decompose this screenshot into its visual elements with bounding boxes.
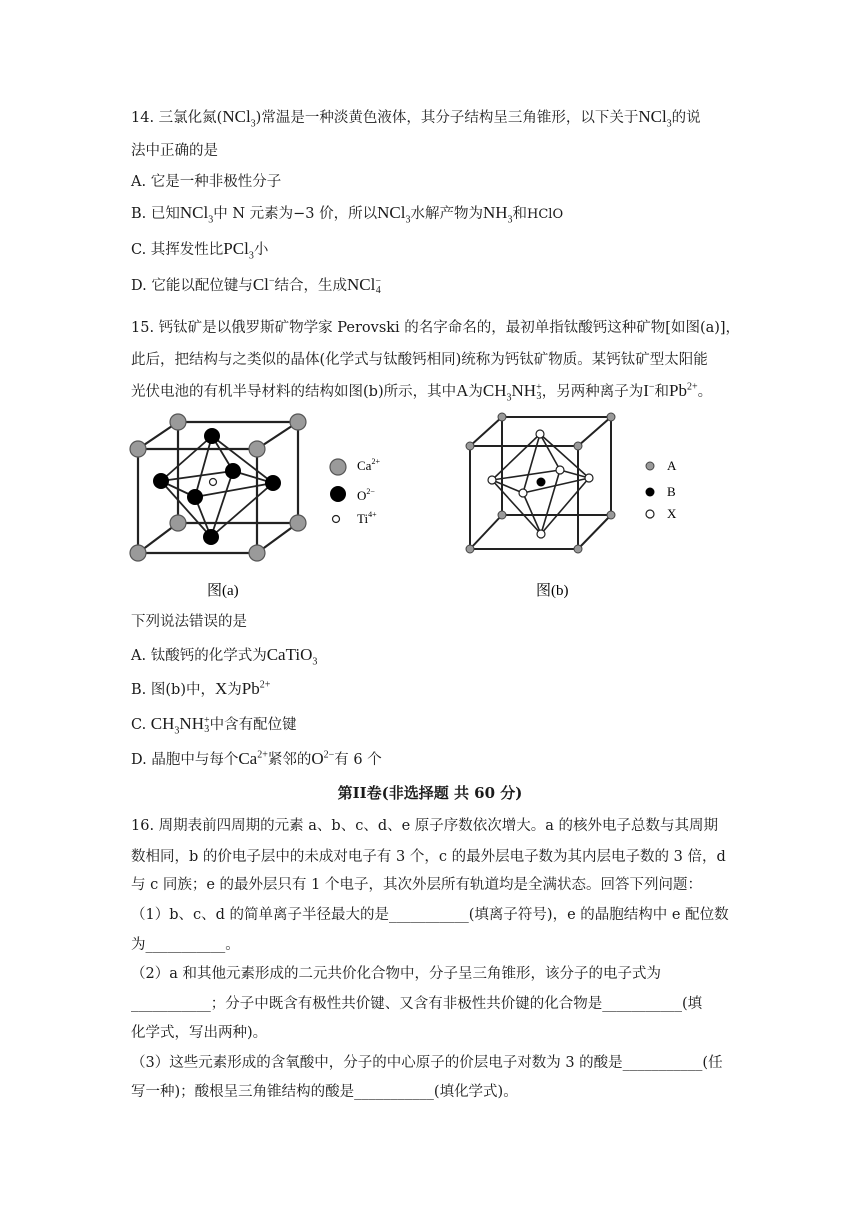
q16-part1: （1）b、c、d 的简单离子半径最大的是___________(填离子符号)，e 的晶胞结构中 e 配位数 xyxy=(131,907,729,923)
a-atom xyxy=(607,413,615,421)
o-atom xyxy=(187,489,203,505)
ncl3-formula: NCl$_3$ xyxy=(638,107,672,130)
ca-atom xyxy=(170,515,186,531)
legend-o-label: $O^{2-}$ xyxy=(357,487,375,503)
o-atom xyxy=(265,475,281,491)
legend-ca-label: $Ca^{2+}$ xyxy=(357,457,380,473)
q16-line: 数相同，b 的价电子层中的未成对电子有 3 个，c 的最外层电子数为其内层电子数的 3 倍，d xyxy=(131,849,726,865)
legend-a-label: A xyxy=(667,458,677,473)
a-atom xyxy=(574,442,582,450)
q15-stem-line3: 光伏电池的有机半导材料的结构如图(b)所示，其中A为$CH_3NH+$ 3，另两种离子为I−和$Pb^{2+}$。 xyxy=(131,381,713,404)
o-atom xyxy=(204,428,220,444)
ca-atom xyxy=(249,441,265,457)
q15-prompt: 下列说法错误的是 xyxy=(131,614,247,630)
q14-option-c: C. 其挥发性比PCl$_3$小 xyxy=(131,239,269,262)
legend-a-marker xyxy=(646,462,654,470)
q15-option-a: A. 钛酸钙的化学式为CaTiO$_3$ xyxy=(131,645,318,668)
q16-part2: （2）a 和其他元素形成的二元共价化合物中，分子呈三角锥形，该分子的电子式为 xyxy=(131,966,661,982)
a-atom xyxy=(466,442,474,450)
legend-o-marker xyxy=(330,486,346,502)
a-atom xyxy=(498,511,506,519)
q15-stem-line1: 15. 钙钛矿是以俄罗斯矿物学家 Perovski 的名字命名的，最初单指钛酸钙这种矿物[如图(a)]， xyxy=(131,320,741,336)
ti-atom xyxy=(210,479,217,486)
b-atom xyxy=(537,478,546,487)
a-atom xyxy=(574,545,582,553)
figure-b-caption: 图(b) xyxy=(536,583,569,599)
x-atom xyxy=(519,489,527,497)
x-atom xyxy=(537,530,545,538)
q16-part2: ___________；分子中既含有极性共价键、又含有非极性共价键的化合物是___________(填 xyxy=(131,996,703,1012)
q16-part3: （3）这些元素形成的含氧酸中，分子的中心原子的价层电子对数为 3 的酸是___________(任 xyxy=(131,1055,723,1071)
q16-part2: 化学式，写出两种)。 xyxy=(131,1025,268,1041)
figure-b-crystal-cell xyxy=(460,412,720,607)
q15-option-c: C. $CH_3NH+$ 3中含有配位键 xyxy=(131,714,297,737)
o-atom xyxy=(153,473,169,489)
ca-atom xyxy=(130,441,146,457)
q16-line: 与 c 同族；e 的最外层只有 1 个电子，其次外层所有轨道均是全满状态。回答下列问题： xyxy=(131,877,702,893)
ca-atom xyxy=(170,414,186,430)
x-atom xyxy=(488,476,496,484)
ca-atom xyxy=(130,545,146,561)
q15-option-b: B. 图(b)中，X为$Pb^{2+}$ xyxy=(131,679,271,698)
x-atom xyxy=(585,474,593,482)
a-atom xyxy=(607,511,615,519)
q16-line: 16. 周期表前四周期的元素 a、b、c、d、e 原子序数依次增大。a 的核外电子总数与其周期 xyxy=(131,818,719,834)
legend-b-label: B xyxy=(667,484,676,499)
q14-stem-line1: 14. 三氯化氮(NCl$_3$)常温是一种淡黄色液体，其分子结构呈三角锥形，以下关于NCl$_3$的说 xyxy=(131,107,701,130)
q14-option-a: A. 它是一种非极性分子 xyxy=(131,174,282,190)
ncl3-formula: NCl$_3$ xyxy=(222,107,256,130)
ca-atom xyxy=(290,414,306,430)
legend-x-label: X xyxy=(667,506,677,521)
x-atom xyxy=(556,466,564,474)
q15-stem-line2: 此后，把结构与之类似的晶体(化学式与钛酸钙相同)统称为钙钛矿物质。某钙钛矿型太阳能 xyxy=(131,352,708,368)
o-atom xyxy=(225,463,241,479)
a-atom xyxy=(466,545,474,553)
ca-atom xyxy=(290,515,306,531)
legend-ti-label: $Ti^{4+}$ xyxy=(357,510,377,526)
figure-a-crystal-cell xyxy=(125,412,425,607)
q14-option-d: D. 它能以配位键与Cl−结合，生成NCl− 4 xyxy=(131,275,382,297)
o-atom xyxy=(203,529,219,545)
ca-atom xyxy=(249,545,265,561)
q16-part3: 写一种)；酸根呈三角锥结构的酸是___________(填化学式)。 xyxy=(131,1084,518,1100)
legend-x-marker xyxy=(646,510,654,518)
section-title: 第II卷(非选择题 共 60 分) xyxy=(337,784,523,802)
q14-stem-line2: 法中正确的是 xyxy=(131,143,218,159)
q15-option-d: D. 晶胞中与每个$Ca^{2+}$紧邻的$O^{2-}$有 6 个 xyxy=(131,749,382,768)
q16-part1: 为___________。 xyxy=(131,937,240,953)
figure-a-caption: 图(a) xyxy=(207,583,239,599)
legend-ca-marker xyxy=(330,459,346,475)
legend-b-marker xyxy=(646,488,655,497)
x-atom xyxy=(536,430,544,438)
a-atom xyxy=(498,413,506,421)
q14-option-b: B. 已知NCl$_3$中 N 元素为−3 价，所以NCl$_3$水解产物为$NH_3$和HClO xyxy=(131,203,564,226)
legend-ti-marker xyxy=(333,516,340,523)
